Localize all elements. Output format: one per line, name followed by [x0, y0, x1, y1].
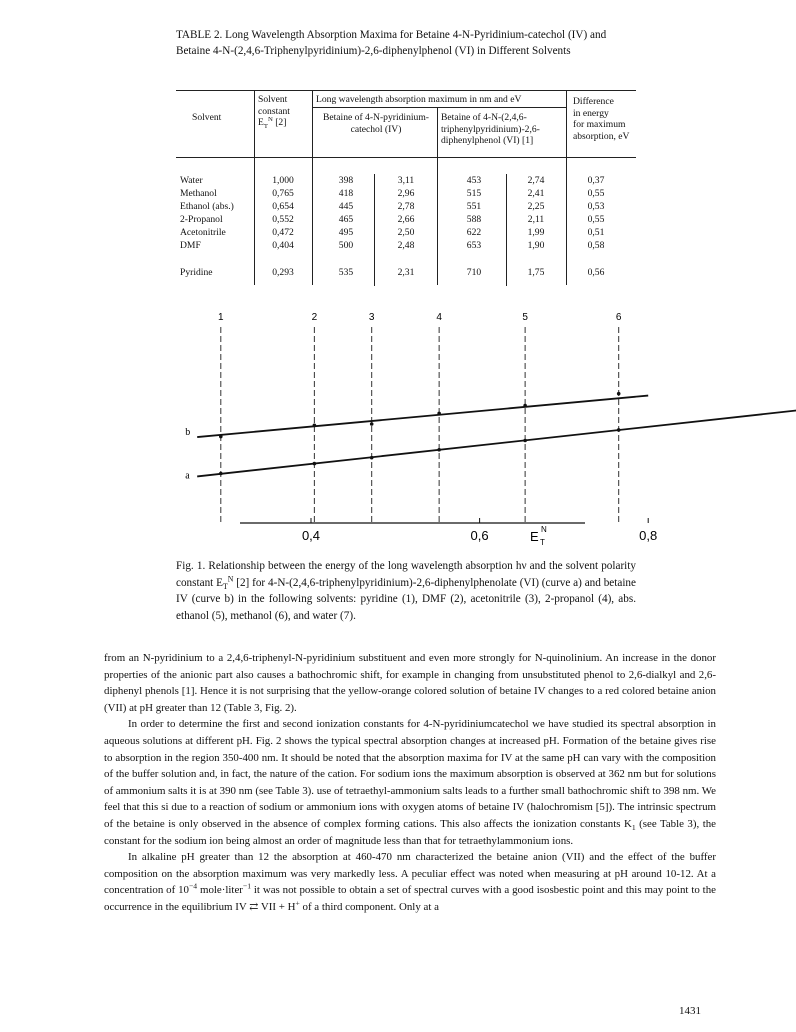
curve-a-point	[370, 456, 374, 460]
table-cell-et: 0,472	[272, 227, 294, 238]
table-cell-ev4: 2,66	[397, 214, 415, 225]
x-tick-label: 0,6	[470, 528, 489, 543]
data-table	[176, 90, 636, 290]
table-cell-nm6: 515	[466, 188, 482, 199]
table-cell-et: 0,404	[272, 240, 294, 251]
table-cell-ev4: 2,48	[397, 240, 415, 251]
solvent-number-label: 2	[311, 312, 318, 323]
table-cell-diff: 0,56	[587, 267, 605, 278]
solvent-number-label: 3	[368, 312, 375, 323]
table-cell-ev6: 2,11	[527, 214, 545, 225]
table-cell-ev6: 2,41	[527, 188, 545, 199]
curve-a-point	[437, 448, 441, 452]
table-cell-et: 0,765	[272, 188, 294, 199]
table-cell-solvent: Acetonitrile	[180, 227, 226, 238]
x-axis-label-sup: N	[541, 525, 547, 534]
table-caption: TABLE 2. Long Wavelength Absorption Maxima for Betaine 4-N-Pyridinium-catechol (IV) and Betaine 4-N-(2,4,6-Triphenylpyridinium)-2,6-diphenylphenol (VI) in Different Solvents	[176, 29, 607, 57]
header-betaine-vi: Betaine of 4-N-(2,4,6- triphenylpyridinium)-2,6- diphenylphenol (VI) [1]	[441, 112, 540, 146]
body-text	[104, 650, 716, 916]
table-cell-solvent: Ethanol (abs.)	[180, 201, 234, 212]
table-cell-nm6: 710	[466, 267, 482, 278]
table-cell-et: 0,293	[272, 267, 294, 278]
table-cell-nm6: 551	[466, 201, 482, 212]
col-divider	[437, 107, 438, 285]
curve-b-point	[219, 435, 223, 439]
x-axis-label: E	[530, 529, 539, 544]
table-cell-nm4: 535	[338, 267, 354, 278]
curve-a-point	[523, 439, 527, 443]
table-cell-nm4: 495	[338, 227, 354, 238]
table-cell-ev6: 1,90	[527, 240, 545, 251]
table-top-rule	[176, 90, 636, 91]
table-cell-et: 1,000	[272, 175, 294, 186]
header-betaine-iv: Betaine of 4-N-pyridinium- catechol (IV)	[322, 112, 430, 135]
curve-a-label: a	[185, 470, 190, 482]
curve-a-point	[219, 472, 223, 476]
table-cell-diff: 0,55	[587, 214, 605, 225]
paragraph: In order to determine the first and second ionization constants for 4-N-pyridiniumcatechol we have studied its spectral absorption in aqueous solutions at different pH. Fig. 2 shows the typical spectral absorption changes at increased pH. Formation of the betaine gives rise to absorption in the region 350-400 nm. It should be noted that the absorption maxima for IV at the same pH can vary with the composition of the buffer solution and, in fact, the nature of the cation. For sodium ions the maximum absorption is observed at 362 nm but for solutions of ammonium salts it is at 390 nm (see Table 3). use of tetraethyl-ammonium salts leads to a further small bathochromic shift to 398 nm. We feel that this si due to a reaction of sodium or ammonium ions with oxygen atoms of betaine IV (halochromism [5]). The intrinsic spectrum of the betaine is only observed in the absence of complex forming cations. This also affects the ionization constants $K_1$ (see Table 3), the constant for the sodium ion being almost an order of magnitude less than that for tetraethylammonium ions.	[104, 718, 716, 847]
curve-b-label: b	[185, 427, 191, 439]
paragraph: from an N-pyridinium to a 2,4,6-triphenyl-N-pyridinium substituent and even more strongly for N-quinolinium. An increase in the donor properties of the anionic part also causes a bathochromic shift, for example in changing from unsubstituted phenol to 2,6-dialkyl and 2,6-diphenyl phenols [1]. Hence it is not surprising that the yellow-orange colored solution of betaine IV changes to a red colored betaine anion (VII) at pH greater than 12 (Table 3, Fig. 2).	[104, 652, 716, 714]
solvent-number-label: 4	[436, 312, 442, 323]
col-divider	[254, 90, 255, 285]
curve-b-point	[523, 404, 527, 408]
table-cell-nm6: 588	[466, 214, 482, 225]
table-cell-nm4: 445	[338, 201, 354, 212]
curve-b-point	[437, 412, 441, 416]
figure-1-plot	[185, 305, 658, 550]
table-cell-nm6: 622	[466, 227, 482, 238]
table-cell-et: 0,654	[272, 201, 294, 212]
table-cell-ev4: 2,31	[397, 267, 415, 278]
table-cell-ev4: 2,78	[397, 201, 415, 212]
table-cell-ev6: 2,74	[527, 175, 545, 186]
solvent-number-label: 6	[615, 312, 622, 323]
curve-b-point	[370, 422, 374, 426]
table-cell-ev6: 1,99	[527, 227, 545, 238]
x-axis-label-sub: T	[540, 538, 545, 547]
table-cell-diff: 0,55	[587, 188, 605, 199]
col-divider-data	[374, 174, 375, 286]
col-divider	[566, 90, 567, 285]
header-long-wavelength: Long wavelength absorption maximum in nm and eV	[316, 94, 522, 105]
table-cell-solvent: Water	[180, 175, 203, 186]
figure-caption: Fig. 1. Relationship between the energy of the long wavelength absorption hν and the solvent polarity constant $E_T^N$ [2] for 4-N-(2,4,6-triphenylpyridinium)-2,6-diphenylphenolate (VI) (curve a) and betaine IV (curve b) in the following solvents: pyridine (1), DMF (2), acetonitrile (3), 2-propanol (4), abs. ethanol (5), methanol (6), and water (7).	[176, 560, 636, 622]
curve-b-point	[617, 392, 621, 396]
solvent-number-label: 5	[522, 312, 528, 323]
page-number: 1431	[679, 1005, 701, 1017]
table-cell-nm4: 500	[338, 240, 354, 251]
table-cell-nm4: 398	[338, 175, 354, 186]
table-cell-nm6: 453	[466, 175, 482, 186]
table-cell-diff: 0,58	[587, 240, 605, 251]
table-cell-diff: 0,37	[587, 175, 605, 186]
col-divider-data	[506, 174, 507, 286]
table-cell-solvent: Methanol	[180, 188, 217, 199]
table-cell-nm4: 465	[338, 214, 354, 225]
header-bottom-rule	[176, 157, 636, 158]
table-cell-et: 0,552	[272, 214, 294, 225]
curve-a-point	[617, 428, 621, 432]
curve-a-point	[313, 462, 317, 466]
table-cell-solvent: DMF	[180, 240, 201, 251]
header-solvent: Solvent	[192, 112, 222, 123]
figure-1	[185, 305, 658, 550]
table-cell-diff: 0,51	[587, 227, 605, 238]
header-difference: Difference in energy for maximum absorption, eV	[573, 96, 630, 142]
curve-b-line	[197, 396, 648, 437]
table-cell-ev4: 2,96	[397, 188, 415, 199]
table-cell-ev4: 3,11	[397, 175, 415, 186]
curve-a-line	[197, 408, 796, 476]
curve-b-point	[313, 424, 317, 428]
table-cell-ev6: 2,25	[527, 201, 545, 212]
table-cell-solvent: 2-Propanol	[180, 214, 223, 225]
table-cell-solvent: Pyridine	[180, 267, 213, 278]
table-cell-nm4: 418	[338, 188, 354, 199]
header-sub-rule	[312, 107, 566, 108]
solvent-number-label: 1	[218, 312, 224, 323]
x-tick-label: 0,8	[639, 528, 658, 543]
table-cell-nm6: 653	[466, 240, 482, 251]
table-cell-diff: 0,53	[587, 201, 605, 212]
table-cell-ev6: 1,75	[527, 267, 545, 278]
paragraph: In alkaline pH greater than 12 the absorption at 460-470 nm characterized the betaine anion (VII) and the effect of the buffer composition on the absorption maximum was very markedly less. A peculiar effect was noted when measuring at pH around 10-12. At a concentration of $10^{-4}$ mole·liter$^{-1}$ it was not possible to obtain a set of spectral curves with a good isosbestic point and this may point to the occurrence in the equilibrium IV ⇄ VII + H+ of a third component. Only at a	[104, 851, 716, 913]
table-cell-ev4: 2,50	[397, 227, 415, 238]
x-tick-label: 0,4	[301, 528, 321, 543]
col-divider	[312, 90, 313, 285]
header-constant: Solvent constant $E_T^N$ [2]	[258, 94, 290, 130]
